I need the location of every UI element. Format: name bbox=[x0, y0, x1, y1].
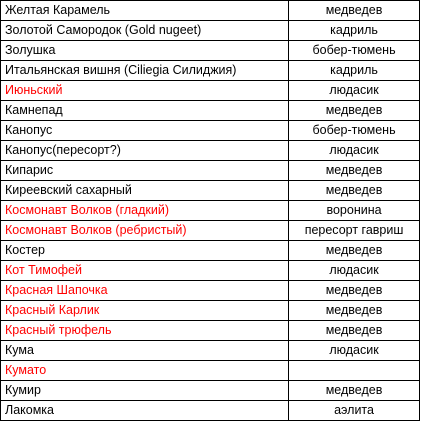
table-row bbox=[1, 141, 420, 161]
table-row bbox=[1, 121, 420, 141]
table-row bbox=[1, 181, 420, 201]
variety-name-cell[interactable]: Красный трюфель bbox=[1, 321, 289, 341]
variety-name-cell[interactable]: Космонавт Волков (ребристый) bbox=[1, 221, 289, 241]
variety-name-cell[interactable]: Итальянская вишня (Ciliegia Силиджия) bbox=[1, 61, 289, 81]
variety-name-cell[interactable]: Кума bbox=[1, 341, 289, 361]
table-row bbox=[1, 261, 420, 281]
source-cell[interactable]: аэлита bbox=[289, 401, 420, 421]
variety-name-cell[interactable]: Кипарис bbox=[1, 161, 289, 181]
source-cell[interactable]: людасик bbox=[289, 81, 420, 101]
table-row bbox=[1, 61, 420, 81]
source-cell[interactable]: пересорт гавриш bbox=[289, 221, 420, 241]
table-row bbox=[1, 1, 420, 21]
source-cell[interactable]: людасик bbox=[289, 261, 420, 281]
source-cell[interactable]: бобер-тюмень bbox=[289, 41, 420, 61]
variety-name-cell[interactable]: Золотой Самородок (Gold nugeet) bbox=[1, 21, 289, 41]
source-cell[interactable]: людасик bbox=[289, 341, 420, 361]
variety-name-cell[interactable]: Канопус(пересорт?) bbox=[1, 141, 289, 161]
variety-name-cell[interactable]: Камнепад bbox=[1, 101, 289, 121]
table-row bbox=[1, 361, 420, 381]
source-cell[interactable]: кадриль bbox=[289, 61, 420, 81]
variety-name-cell[interactable]: Красный Карлик bbox=[1, 301, 289, 321]
source-cell[interactable]: медведев bbox=[289, 181, 420, 201]
source-cell[interactable]: кадриль bbox=[289, 21, 420, 41]
variety-name-cell[interactable]: Киреевский сахарный bbox=[1, 181, 289, 201]
table-row bbox=[1, 381, 420, 401]
variety-name-cell[interactable]: Июньский bbox=[1, 81, 289, 101]
table-row bbox=[1, 301, 420, 321]
table-row bbox=[1, 221, 420, 241]
variety-name-cell[interactable]: Кумато bbox=[1, 361, 289, 381]
source-cell[interactable] bbox=[289, 361, 420, 381]
source-cell[interactable]: медведев bbox=[289, 101, 420, 121]
table-row bbox=[1, 81, 420, 101]
source-cell[interactable]: людасик bbox=[289, 141, 420, 161]
variety-name-cell[interactable]: Костер bbox=[1, 241, 289, 261]
source-cell[interactable]: медведев bbox=[289, 301, 420, 321]
source-cell[interactable]: медведев bbox=[289, 1, 420, 21]
source-cell[interactable]: медведев bbox=[289, 281, 420, 301]
table-row bbox=[1, 321, 420, 341]
table-row bbox=[1, 101, 420, 121]
table-row bbox=[1, 341, 420, 361]
variety-name-cell[interactable]: Кот Тимофей bbox=[1, 261, 289, 281]
table-row bbox=[1, 401, 420, 421]
variety-name-cell[interactable]: Канопус bbox=[1, 121, 289, 141]
source-cell[interactable]: воронина bbox=[289, 201, 420, 221]
variety-name-cell[interactable]: Кумир bbox=[1, 381, 289, 401]
source-cell[interactable]: медведев bbox=[289, 321, 420, 341]
variety-name-cell[interactable]: Желтая Карамель bbox=[1, 1, 289, 21]
source-cell[interactable]: медведев bbox=[289, 161, 420, 181]
table-row bbox=[1, 21, 420, 41]
table-row bbox=[1, 41, 420, 61]
variety-name-cell[interactable]: Золушка bbox=[1, 41, 289, 61]
variety-name-cell[interactable]: Красная Шапочка bbox=[1, 281, 289, 301]
source-cell[interactable]: медведев bbox=[289, 381, 420, 401]
table-row bbox=[1, 201, 420, 221]
table-row bbox=[1, 281, 420, 301]
table-row bbox=[1, 241, 420, 261]
spreadsheet-body bbox=[1, 1, 420, 421]
table-row bbox=[1, 161, 420, 181]
source-cell[interactable]: бобер-тюмень bbox=[289, 121, 420, 141]
variety-name-cell[interactable]: Космонавт Волков (гладкий) bbox=[1, 201, 289, 221]
source-cell[interactable]: медведев bbox=[289, 241, 420, 261]
variety-name-cell[interactable]: Лакомка bbox=[1, 401, 289, 421]
